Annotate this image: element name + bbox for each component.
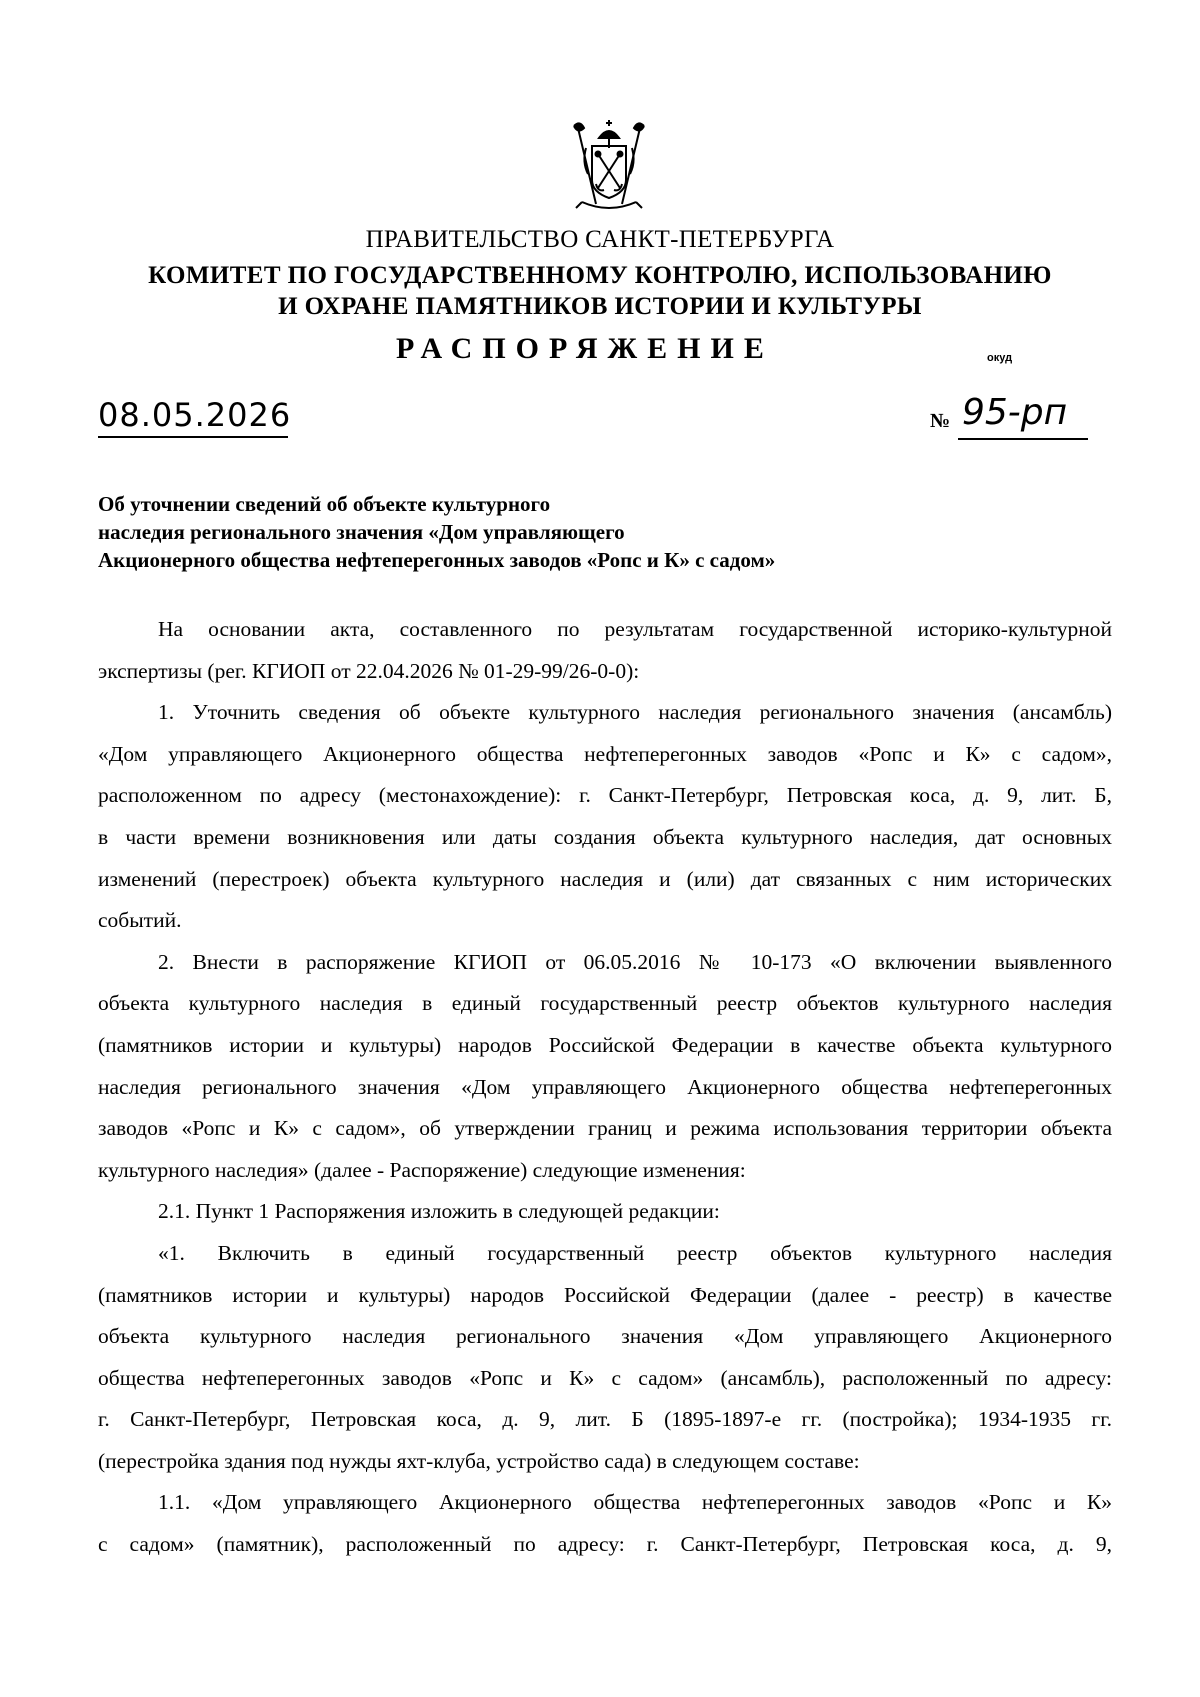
body-line: изменений (перестроек) объекта культурного наследия и (или) дат связанных с ним исторических: [98, 866, 1112, 891]
body-line: объекта культурного наследия в единый государственный реестр объектов культурного наследия: [98, 991, 1112, 1016]
document-type-title: РАСПОРЯЖЕНИЕ: [396, 332, 774, 365]
document-date: 08.05.2026: [98, 396, 292, 434]
body-line: г. Санкт-Петербург, Петровская коса, д. 9, лит. Б (1895-1897-е гг. (постройка); 1934-1935 гг.: [98, 1407, 1112, 1432]
body-line: заводов «Ропс и К» с садом», об утверждении границ и режима использования территории объекта: [98, 1116, 1112, 1141]
body-line: наследия регионального значения «Дом управляющего Акционерного общества нефтеперегонных: [98, 1074, 1112, 1099]
subject-line: Акционерного общества нефтеперегонных заводов «Ропс и К» с садом»: [98, 548, 776, 572]
okud-label: окуд: [987, 352, 1013, 364]
body-line: (памятников истории и культуры) народов Российской Федерации (далее - реестр) в качестве: [98, 1282, 1112, 1307]
body-line: (перестройка здания под нужды яхт-клуба, устройство сада) в следующем составе:: [98, 1448, 860, 1473]
committee-title-line1: КОМИТЕТ ПО ГОСУДАРСТВЕННОМУ КОНТРОЛЮ, ИСПОЛЬЗОВАНИЮ: [148, 262, 1052, 289]
body-line: «1. Включить в единый государственный реестр объектов культурного наследия: [158, 1240, 1112, 1265]
body-line: экспертизы (рег. КГИОП от 22.04.2026 № 01-29-99/26-0-0):: [98, 658, 640, 683]
body-line: На основании акта, составленного по результатам государственной историко-культурной: [158, 617, 1112, 641]
committee-title-line2: И ОХРАНЕ ПАМЯТНИКОВ ИСТОРИИ И КУЛЬТУРЫ: [278, 293, 922, 320]
body-line: в части времени возникновения или даты создания объекта культурного наследия, дат основных: [98, 824, 1112, 849]
body-line: 1. Уточнить сведения об объекте культурного наследия регионального значения (ансамбль): [158, 700, 1112, 725]
body-line: «Дом управляющего Акционерного общества нефтеперегонных заводов «Ропс и К» с садом»,: [98, 741, 1112, 766]
document-number: 95-рп: [962, 392, 1068, 433]
body-line: 2.1. Пункт 1 Распоряжения изложить в следующей редакции:: [158, 1199, 720, 1224]
body-line: объекта культурного наследия регионального значения «Дом управляющего Акционерного: [98, 1324, 1112, 1349]
subject-line: Об уточнении сведений об объекте культурного: [98, 492, 551, 516]
number-sign: №: [930, 410, 951, 432]
body-line: 2. Внести в распоряжение КГИОП от 06.05.2016 № 10-173 «О включении выявленного: [158, 949, 1112, 974]
document-subject: [98, 490, 775, 574]
government-title: ПРАВИТЕЛЬСТВО САНКТ-ПЕТЕРБУРГА: [365, 226, 835, 253]
number-underline: [958, 438, 1088, 440]
date-underline: [98, 436, 288, 438]
coat-of-arms-icon: [568, 118, 650, 212]
body-line: общества нефтеперегонных заводов «Ропс и К» с садом» (ансамбль), расположенный по адресу:: [98, 1365, 1112, 1390]
body-line: с садом» (памятник), расположенный по адресу: г. Санкт-Петербург, Петровская коса, д. 9,: [98, 1532, 1112, 1557]
body-line: культурного наследия» (далее - Распоряжение) следующие изменения:: [98, 1157, 746, 1182]
document-body: [98, 609, 1112, 1566]
body-line: 1.1. «Дом управляющего Акционерного общества нефтеперегонных заводов «Ропс и К»: [158, 1490, 1112, 1515]
body-line: событий.: [98, 908, 182, 933]
body-line: (памятников истории и культуры) народов Российской Федерации в качестве объекта культурного: [98, 1032, 1112, 1057]
subject-line: наследия регионального значения «Дом управляющего: [98, 520, 625, 544]
body-line: расположенном по адресу (местонахождение): г. Санкт-Петербург, Петровская коса, д. 9, лит. Б,: [98, 783, 1112, 808]
